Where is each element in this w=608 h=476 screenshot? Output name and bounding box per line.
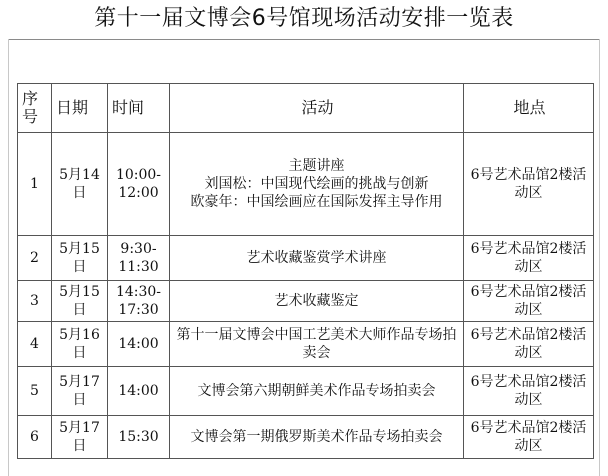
- row-activity: [170, 367, 464, 416]
- frame-left-border: [8, 39, 9, 476]
- activity-line: 欧豪年：中国绘画应在国际发挥主导作用: [190, 194, 443, 210]
- activity-line: 刘国松：中国现代绘画的挑战与创新: [204, 176, 429, 192]
- activity-line: 艺术收藏鉴定: [274, 293, 359, 309]
- row-time: 15:30: [108, 416, 170, 459]
- row-time: 14:00: [108, 367, 170, 416]
- row-number: 5: [18, 367, 52, 416]
- row-location: 6号艺术品馆2楼活动区: [464, 322, 594, 367]
- row-activity: [170, 416, 464, 459]
- row-date: 5月15日: [52, 236, 108, 281]
- row-number: 3: [18, 281, 52, 322]
- table-row: [18, 322, 594, 367]
- page-title: 第十一届文博会6号馆现场活动安排一览表: [94, 6, 514, 31]
- row-time: 14:00: [108, 322, 170, 367]
- row-number: 2: [18, 236, 52, 281]
- schedule-table: [17, 83, 594, 459]
- header-location: 地点: [464, 84, 594, 133]
- row-time: 10:00-12:00: [108, 133, 170, 236]
- activity-line: 第十一届文博会中国工艺美术大师作品专场拍卖会: [176, 327, 457, 361]
- row-number: 4: [18, 322, 52, 367]
- row-activity: [170, 322, 464, 367]
- activity-line: 文博会第一期俄罗斯美术作品专场拍卖会: [190, 429, 443, 445]
- table-row: [18, 416, 594, 459]
- title-divider: [8, 39, 600, 40]
- header-no: 序号: [18, 84, 52, 133]
- row-activity: [170, 133, 464, 236]
- row-number: 6: [18, 416, 52, 459]
- row-time: 14:30-17:30: [108, 281, 170, 322]
- header-activity: 活动: [170, 84, 464, 133]
- row-location: 6号艺术品馆2楼活动区: [464, 367, 594, 416]
- table-row: [18, 133, 594, 236]
- row-activity: [170, 236, 464, 281]
- row-date: 5月17日: [52, 367, 108, 416]
- table-row: [18, 281, 594, 322]
- row-location: 6号艺术品馆2楼活动区: [464, 281, 594, 322]
- activity-line: 文博会第六期朝鲜美术作品专场拍卖会: [197, 383, 436, 399]
- table-header-row: [18, 84, 594, 133]
- header-time: 时间: [108, 84, 170, 133]
- table-row: [18, 367, 594, 416]
- row-number: 1: [18, 133, 52, 236]
- row-date: 5月17日: [52, 416, 108, 459]
- row-date: 5月14日: [52, 133, 108, 236]
- row-date: 5月15日: [52, 281, 108, 322]
- row-time: 9:30-11:30: [108, 236, 170, 281]
- row-location: 6号艺术品馆2楼活动区: [464, 236, 594, 281]
- row-date: 5月16日: [52, 322, 108, 367]
- activity-line: 艺术收藏鉴赏学术讲座: [246, 250, 387, 266]
- table-row: [18, 236, 594, 281]
- row-location: 6号艺术品馆2楼活动区: [464, 133, 594, 236]
- row-location: 6号艺术品馆2楼活动区: [464, 416, 594, 459]
- row-activity: [170, 281, 464, 322]
- frame-right-border: [599, 39, 600, 476]
- header-date: 日期: [52, 84, 108, 133]
- activity-line: 主题讲座: [288, 158, 345, 174]
